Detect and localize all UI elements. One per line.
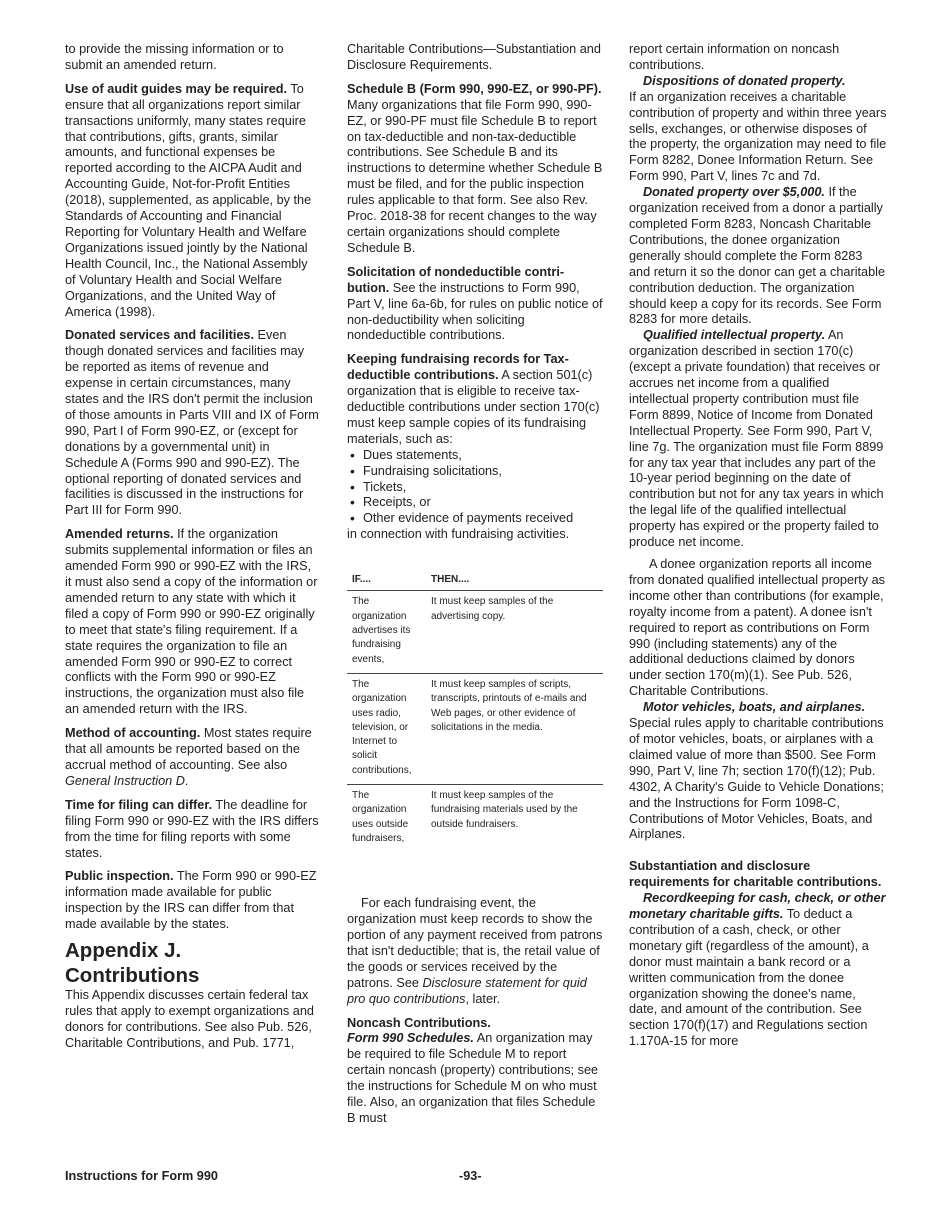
table-row [347,591,603,673]
footer-form-name: Instructions for Form 990 [65,1169,218,1183]
table-cell-if: The organization advertises its fundraising events, [347,591,426,673]
heading-schedule-b: Schedule B (Form 990, 990-EZ, or 990-PF). [347,81,602,96]
list-item: • Receipts, or [347,495,603,511]
paragraph-amended-returns: Amended returns. If the organization submits supplemental information or files an amended Form 990 or 990-EZ with the IRS, it must also send a copy of the information or amended return to any state with which it filed a copy of Form 990 or 990-EZ originally to meet that state's filing requirement. If a state requires the organization to file an amended Form 990 or 990-EZ to correct conflicts with the Form 990 or 990-EZ instructions, the organization must also file an amended return with the IRS. [65,527,318,717]
paragraph-qualified-ip: Qualified intellectual property. An organization described in section 170(c) (except a private foundation) that receives or accrues net income from a qualified intellectual property contribution must file Form 8899, Notice of Income from Donated Intellectual Property. See Form 990, Part V, line 7g. The organization must file Form 8899 for any tax year that includes any part of the 10-year period beginning on the date of contribution but not for any tax years in which the legal life of the qualified intellectual property has expired or the property failed to produce net income. [629,328,884,550]
table-header-row [347,571,603,591]
paragraph-continued: Charitable Contributions—Substantiation and Disclosure Requirements. [347,42,601,72]
heading-time-for-filing: Time for filing can differ. [65,797,213,812]
heading-dispositions: Dispositions of donated property. [643,73,846,88]
heading-keeping-records: Keeping fundraising records for Tax-deductible contributions. [347,352,569,383]
heading-recordkeeping: Recordkeeping for cash, check, or other monetary charitable gifts. [629,891,886,922]
paragraph-schedule-b: Schedule B (Form 990, 990-EZ, or 990-PF). Many organizations that file Form 990, 990-EZ, or 990-PF must file Schedule B to report on tax-deductible and non-tax-deductible contributions. See Schedule B and its instructions to determine whether Schedule B must be filed, and for the public inspection rules applicable to that form. See also Rev. Proc. 2018-38 for recent changes to the way certain organizations should complete Schedule B. [347,81,603,255]
paragraph-continued: to provide the missing information or to submit an amended return. [65,42,284,72]
paragraph-continued: report certain information on noncash contributions. [629,42,840,72]
table-cell-then: It must keep samples of the advertising copy. [426,591,603,673]
appendix-title: Appendix J. Contributions [65,939,200,988]
heading-method-of-accounting: Method of accounting. [65,726,201,741]
table-row [347,673,603,784]
paragraph-recordkeeping: Recordkeeping for cash, check, or other monetary charitable gifts. To deduct a contribution of a cash, check, or other monetary gift (regardless of the amount), a donor must maintain a bank record or a written communication from the donee organization showing the donee's name, date, and amount of the contribution. See section 170(f)(17) and Regulations section 1.170A-15 for more [629,891,886,1049]
bullet-list [347,448,603,528]
table-row [347,785,603,853]
paragraph-time-for-filing: Time for filing can differ. The deadline for filing Form 990 or 990-EZ with the IRS differs from the time for filing reports with some states. [65,797,319,860]
column-2 [347,42,603,1127]
table-header-then: THEN.... [426,571,603,591]
paragraph-donated-services: Donated services and facilities. Even though donated services and facilities may be reported as items of revenue and expense in certain circumstances, many states and the IRS don't permit the inclusion of those amounts in Parts VIII and IX of Form 990, Part I of Form 990-EZ, or (except for donations by a governmental unit) in Schedule A (Forms 990 and 990-EZ). The optional reporting of donated services and facilities is discussed in the instructions for Part III for Form 990. [65,328,319,518]
column-1 [65,42,319,1052]
heading-donated-services: Donated services and facilities. [65,328,254,343]
paragraph-donee-reports: A donee organization reports all income from donated qualified intellectual property as income other than contributions (for example, royalty income from a patent). A donee isn't required to report as contributions on Form 990 (including statements) any of the additional deductions claimed by donors under section 170(m)(1). See Pub. 526, Charitable Contributions. [629,557,886,699]
paragraph-audit-guides: Use of audit guides may be required. To ensure that all organizations report similar transactions uniformly, many states require that contributions, gifts, grants, similar amounts, and functional expenses be reported according to the AICPA Audit and Accounting Guide, Not-for-Profit Entities (2018), supplemented, as applicable, by the Standards of Accounting and Financial Reporting for Voluntary Health and Welfare Organizations issued jointly by the National Health Council, Inc., the National Assembly of Voluntary Health and Social Welfare Organizations, and the United Way of America (1998). [65,81,312,319]
paragraph-dispositions: If an organization receives a charitable contribution of property and within three years sells, exchanges, or otherwise disposes of the property, the organization may need to file Form 8282, Donee Information Return. See Form 990, Part V, lines 7c and 7d. [629,89,887,184]
table-header-if: IF.... [347,571,426,591]
general-instruction-ref: General Instruction D [65,773,185,788]
heading-qualified-ip: Qualified intellectual property. [643,328,826,343]
list-item: • Other evidence of payments received [347,511,603,527]
paragraph-motor-vehicles: Motor vehicles, boats, and airplanes. Special rules apply to charitable contributions of motor vehicles, boats, or airplanes with a claimed value of more than $500. See Form 990, Part V, line 7h; section 170(f)(12); Pub. 4302, A Charity's Guide to Vehicle Donations; and the Instructions for Form 1098-C, Contributions of Motor Vehicles, Boats, and Airplanes. [629,700,884,842]
paragraph-appendix-intro: This Appendix discusses certain federal tax rules that apply to exempt organizations and donors for contributions. See also Pub. 526, Charitable Contributions, and Pub. 1771, [65,988,314,1050]
list-item: • Fundraising solicitations, [347,464,603,480]
page-number: -93- [459,1169,482,1183]
list-item: • Tickets, [347,480,603,496]
heading-amended-returns: Amended returns. [65,527,174,542]
paragraph-public-inspection: Public inspection. The Form 990 or 990-EZ information made available for public inspection by the IRS can differ from that made available by the states. [65,869,317,932]
heading-form-990-schedules: Form 990 Schedules. [347,1031,474,1046]
heading-noncash-contributions: Noncash Contributions. [347,1015,491,1030]
paragraph-solicitation: Solicitation of nondeductible contri-bution. See the instructions to Form 990, Part V, line 6a-6b, for rules on public notice of non-deductibility when soliciting nondeductible contributions. [347,264,603,343]
heading-solicitation: Solicitation of nondeductible contri-bution. [347,264,565,295]
fundraising-table [347,571,603,852]
table-cell-then: It must keep samples of the fundraising materials used by the outside fundraisers. [431,790,578,830]
column-3 [629,42,887,1050]
paragraph-over-5000: Donated property over $5,000. If the organization received from a donor a partially completed Form 8283, Noncash Charitable Contributions, the donee organization generally should complete the Form 8283 and return it so the donor can get a charitable contribution deduction. The organization should keep a copy for its records. See Form 8283 for more details. [629,185,886,327]
heading-public-inspection: Public inspection. [65,869,174,884]
paragraph-method-of-accounting: Method of accounting. Most states require that all amounts be reported based on the accrual method of accounting. See also General Instruction D. [65,726,312,788]
disclosure-statement-ref: Disclosure statement for quid pro quo contributions [347,975,587,1006]
heading-over-5000: Donated property over $5,000. [643,185,825,200]
paragraph-after-list: in connection with fundraising activities. [347,527,570,542]
paragraph-form-990-schedules: Form 990 Schedules. An organization may be required to file Schedule M to report certain noncash (property) contributions; see the instructions for Schedule M on who must file. Also, an organization that files Schedule B must [347,1031,599,1126]
heading-substantiation: Substantiation and disclosure requirements for charitable contributions. [629,859,882,890]
list-item: • Dues statements, [347,448,603,464]
table-cell-then: It must keep samples of scripts, transcripts, printouts of e-mails and Web pages, or other evidence of solicitations in the media. [426,673,603,784]
table-cell-if: The organization uses radio, television, or Internet to solicit contributions, [347,673,426,784]
paragraph-keeping-records: Keeping fundraising records for Tax-deductible contributions. A section 501(c) organization that is eligible to receive tax-deductible contributions under section 170(c) must keep sample copies of its fundraising materials, such as: [347,352,600,446]
heading-motor-vehicles: Motor vehicles, boats, and airplanes. [643,700,866,715]
heading-audit-guides: Use of audit guides may be required. [65,81,288,96]
table-cell-if: The organization uses outside fundraisers, [352,790,409,844]
paragraph-each-event: For each fundraising event, the organization must keep records to show the portion of any payment received from patrons that isn't deductible; that is, the retail value of the goods or services received by the patrons. See Disclosure statement for quid pro quo contributions, later. [347,896,603,1006]
